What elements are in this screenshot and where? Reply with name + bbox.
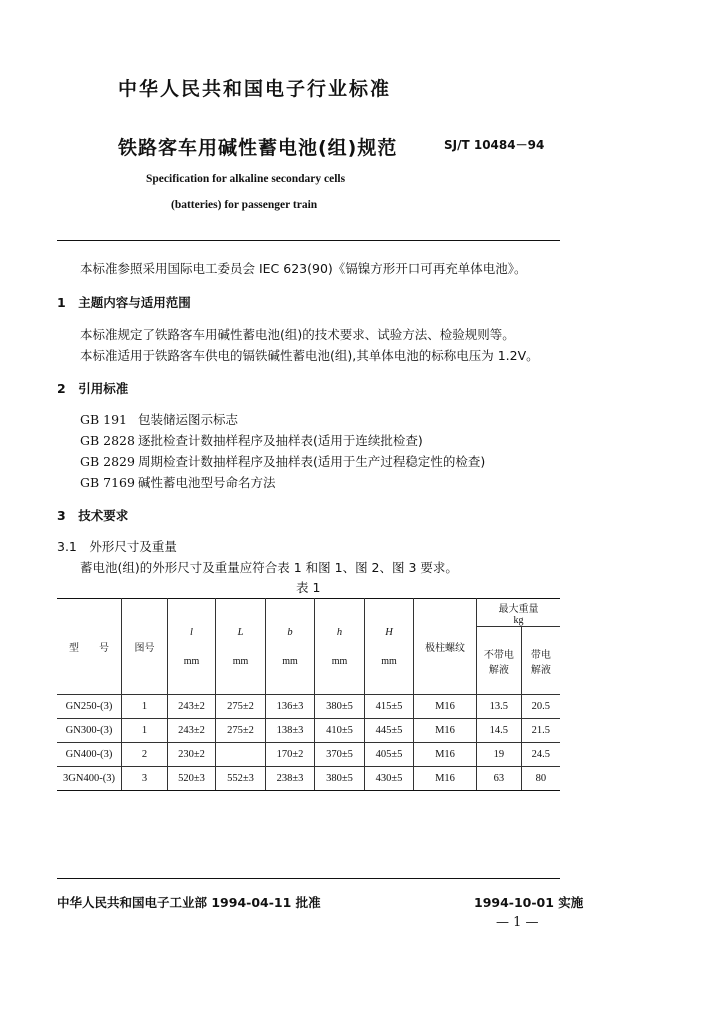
header-without-electrolyte: 不带电解液 [477,627,522,695]
reference-code: GB 7169 [80,475,135,490]
reference-item [80,410,238,428]
reference-code: GB 191 [80,412,128,427]
dimensions-weight-table [57,598,560,791]
english-title-line-1: Specification for alkaline secondary cells [146,173,346,185]
intro-paragraph: 本标准参照采用国际电工委员会 IEC 623(90)《镉镍方形开口可再充单体电池》。 [80,261,527,276]
section-1-heading: 1 主题内容与适用范围 [57,295,191,310]
section-1-paragraph-2: 本标准适用于铁路客车供电的镉铁碱性蓄电池(组),其单体电池的标称电压为 1.2V。 [80,348,539,363]
header-max-weight: 最大重量 kg [477,599,561,627]
subsection-3-1-heading: 3.1 外形尺寸及重量 [57,539,177,554]
header-with-electrolyte: 带电解液 [521,627,560,695]
header-model: 型 号 [57,599,122,695]
reference-title: 周期检查计数抽样程序及抽样表(适用于生产过程稳定性的检查) [138,454,486,469]
standard-code: SJ/T 10484－94 [444,138,545,152]
header-terminal-thread: 极柱螺纹 [414,599,477,695]
reference-item [80,452,485,470]
effective-date: 1994-10-01 实施 [474,895,584,910]
reference-code: GB 2828 [80,433,135,448]
english-title-line-2: (batteries) for passenger train [171,199,318,211]
table-row: GN300-(3) 1 243±2 275±2 138±3 410±5 445±5 M16 14.5 21.5 [57,719,560,743]
reference-title: 逐批检查计数抽样程序及抽样表(适用于连续批检查) [138,433,423,448]
header-L: L mm [216,599,266,695]
section-3-heading: 3 技术要求 [57,508,129,523]
header-l: l mm [168,599,216,695]
header-H: H mm [365,599,414,695]
document-title: 铁路客车用碱性蓄电池(组)规范 [118,137,398,159]
section-1-paragraph-1: 本标准规定了铁路客车用碱性蓄电池(组)的技术要求、试验方法、检验规则等。 [80,327,515,342]
header-b: b mm [266,599,315,695]
reference-title: 碱性蓄电池型号命名方法 [138,475,276,490]
table-row: GN250-(3) 1 243±2 275±2 136±3 380±5 415±5 M16 13.5 20.5 [57,695,560,719]
reference-title: 包装储运图示标志 [138,412,239,427]
table-caption: 表 1 [296,580,321,595]
header-figure: 图号 [122,599,168,695]
table-row: GN400-(3) 2 230±2 170±2 370±5 405±5 M16 19 24.5 [57,743,560,767]
footer-divider [57,878,560,879]
title-divider [57,240,560,241]
reference-item [80,431,423,449]
subsection-3-1-text: 蓄电池(组)的外形尺寸及重量应符合表 1 和图 1、图 2、图 3 要求。 [80,560,458,575]
reference-code: GB 2829 [80,454,135,469]
standard-category: 中华人民共和国电子行业标准 [118,78,392,100]
table-row: 3GN400-(3) 3 520±3 552±3 238±3 380±5 430±5 M16 63 80 [57,767,560,791]
reference-item [80,473,276,491]
approval-line: 中华人民共和国电子工业部 1994-04-11 批准 [57,895,321,910]
header-h: h mm [315,599,365,695]
page-number: — 1 — [496,915,539,930]
section-2-heading: 2 引用标准 [57,381,129,396]
